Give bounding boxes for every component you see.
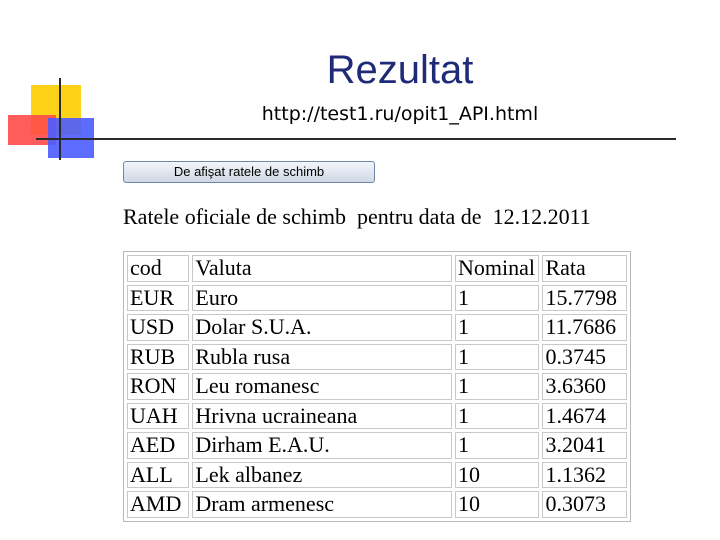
cell-valuta: Leu romanesc — [192, 373, 452, 400]
cell-rata: 15.7798 — [542, 285, 627, 312]
cell-cod: AMD — [127, 491, 189, 518]
cell-valuta: Dram armenesc — [192, 491, 452, 518]
cell-cod: RUB — [127, 344, 189, 371]
cell-nominal: 1 — [455, 314, 540, 341]
cell-nominal: 10 — [455, 462, 540, 489]
cell-rata: 1.1362 — [542, 462, 627, 489]
cell-cod: ALL — [127, 462, 189, 489]
cell-nominal: 1 — [455, 373, 540, 400]
cell-rata: 3.2041 — [542, 432, 627, 459]
cell-nominal: 10 — [455, 491, 540, 518]
column-header-nominal: Nominal — [455, 255, 540, 282]
decor-vertical-line — [59, 78, 61, 160]
cell-cod: RON — [127, 373, 189, 400]
slide-title: Rezultat — [326, 48, 474, 92]
table-row — [127, 432, 627, 459]
table-row — [127, 285, 627, 312]
cell-valuta: Hrivna ucraineana — [192, 403, 452, 430]
cell-nominal: 1 — [455, 432, 540, 459]
cell-cod: UAH — [127, 403, 189, 430]
rates-table — [123, 251, 631, 522]
show-rates-button[interactable]: De afişat ratele de schimb — [123, 161, 375, 183]
cell-rata: 3.6360 — [542, 373, 627, 400]
cell-cod: USD — [127, 314, 189, 341]
title-divider-line — [36, 138, 676, 140]
cell-valuta: Euro — [192, 285, 452, 312]
cell-rata: 0.3073 — [542, 491, 627, 518]
cell-cod: AED — [127, 432, 189, 459]
table-row — [127, 403, 627, 430]
cell-nominal: 1 — [455, 285, 540, 312]
cell-valuta: Dirham E.A.U. — [192, 432, 452, 459]
column-header-valuta: Valuta — [192, 255, 452, 282]
table-header-row — [127, 255, 627, 282]
cell-valuta: Lek albanez — [192, 462, 452, 489]
table-row — [127, 344, 627, 371]
cell-rata: 0.3745 — [542, 344, 627, 371]
cell-valuta: Rubla rusa — [192, 344, 452, 371]
cell-nominal: 1 — [455, 403, 540, 430]
cell-rata: 11.7686 — [542, 314, 627, 341]
table-row — [127, 462, 627, 489]
column-header-cod: cod — [127, 255, 189, 282]
cell-rata: 1.4674 — [542, 403, 627, 430]
column-header-rata: Rata — [542, 255, 627, 282]
page-url: http://test1.ru/opit1_API.html — [261, 103, 539, 125]
cell-valuta: Dolar S.U.A. — [192, 314, 452, 341]
cell-cod: EUR — [127, 285, 189, 312]
rates-heading: Ratele oficiale de schimb pentru data de 12.12.2011 — [123, 204, 591, 229]
table-row — [127, 314, 627, 341]
cell-nominal: 1 — [455, 344, 540, 371]
table-row — [127, 491, 627, 518]
rates-table-container — [123, 251, 631, 540]
table-row — [127, 373, 627, 400]
